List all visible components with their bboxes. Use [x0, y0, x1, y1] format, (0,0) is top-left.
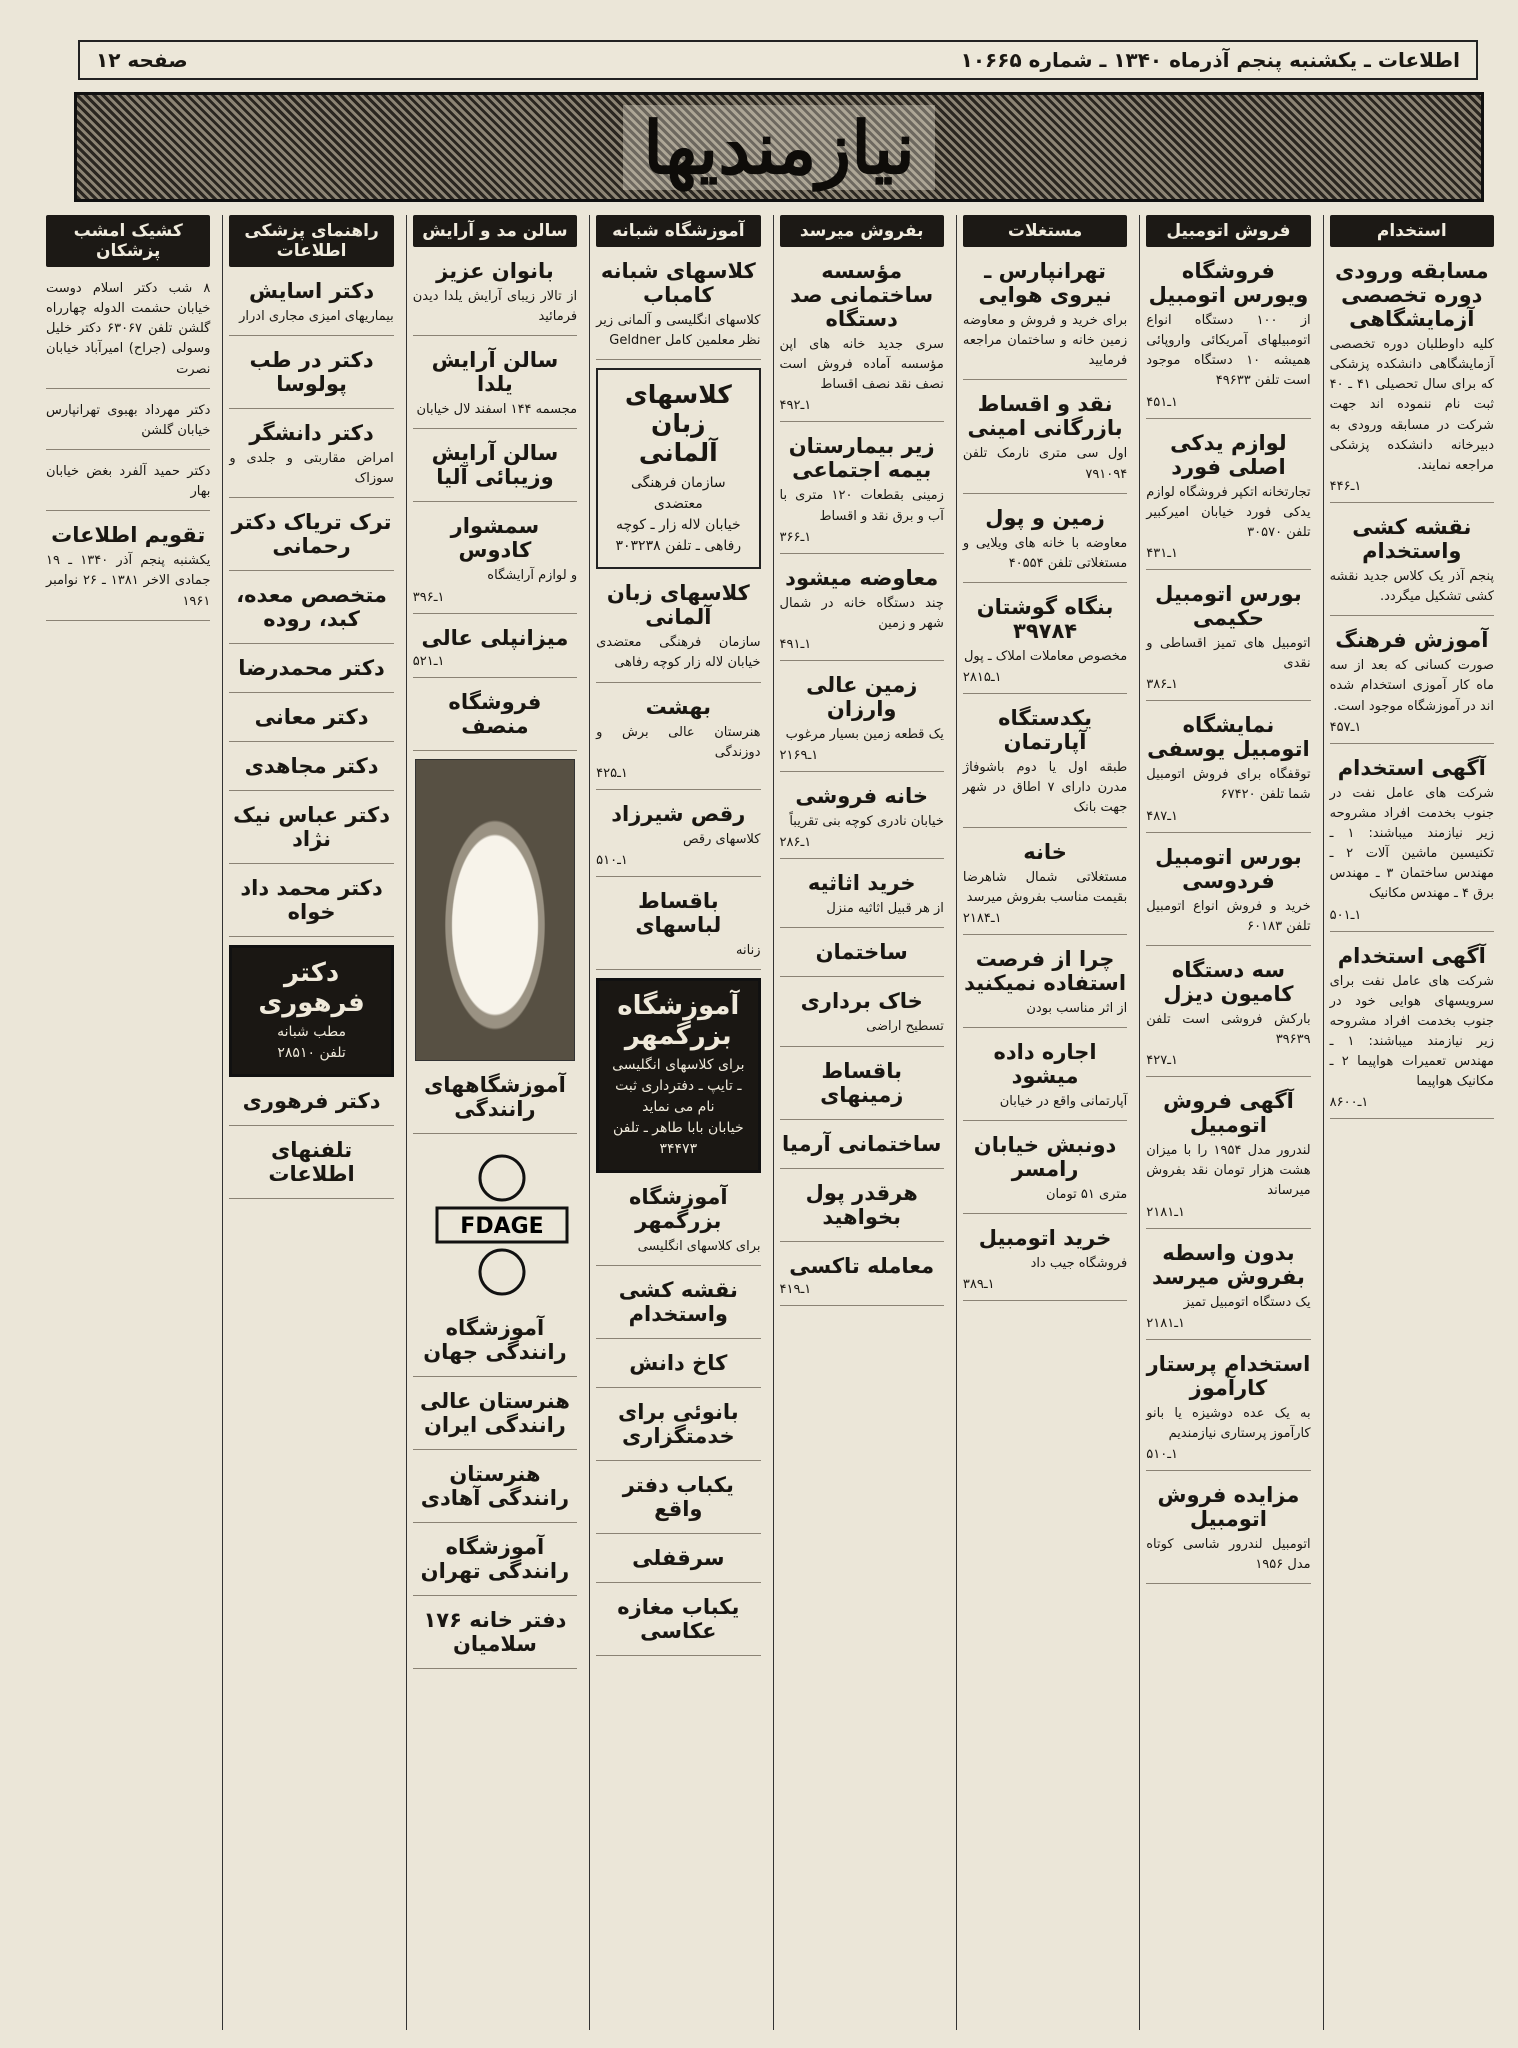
ad-body: و لوازم آرایشگاه: [487, 568, 578, 584]
ad-code: ۱ـ۳۸۶: [1146, 677, 1178, 693]
ad-body: زنانه: [736, 942, 761, 958]
ad-title: خرید اتومبیل: [978, 1226, 1112, 1251]
classified-ad: [229, 579, 393, 644]
ad-title: تهرانپارس ـ نیروی هوایی: [978, 259, 1112, 307]
fdage-logo: [427, 1150, 577, 1300]
classified-ad: [780, 1177, 944, 1242]
column-0: [1323, 215, 1500, 2030]
ad-title: فروشگاه ویورس اتومبیل: [1148, 259, 1309, 307]
ad-title: سالن آرایش یلدا: [431, 348, 559, 397]
classified-ad: [413, 686, 577, 751]
ad-title: مسابقه ورودی دوره تخصصی آزمایشگاهی: [1335, 259, 1489, 331]
ad-body: سری جدید خانه های اپن مؤسسه آماده فروش است نصف نقد نصف اقساط: [779, 337, 944, 393]
german-title: کلاسهای زبان آلمانی: [624, 380, 732, 468]
classified-ad: [229, 417, 393, 498]
ad-title: نقد و اقساط بازرگانی امینی: [967, 392, 1123, 441]
ad-title: سرقفلی: [632, 1546, 725, 1571]
ad-body: مستغلاتی شمال شاهرضا بقیمت مناسب بفروش میرسد: [962, 869, 1128, 905]
ad-title: ساختمان: [815, 940, 908, 965]
ad-body: کلیه داوطلبان دوره تخصصی آزمایشگاهی دانشکده پزشکی که برای سال تحصیلی ۴۱ ـ ۴۰ ثبت نام ننموده اند جهت شرکت در مسابقه ورودی به دبیرخانه دانشکده پزشکی مراجعه نمایند.: [1329, 337, 1494, 473]
classified-ad: [1146, 709, 1310, 832]
ad-body: هنرستان عالی برش و دوزندگی: [596, 724, 761, 760]
classified-ad: [963, 1222, 1127, 1301]
classified-ad: [413, 1531, 577, 1596]
classified-ad: [413, 622, 577, 678]
classified-ad: [780, 562, 944, 661]
ad-body: آپارتمانی واقع در خیابان: [999, 1093, 1128, 1109]
ad-body: امراض مقاربتی و جلدی و سوزاک: [229, 451, 394, 487]
classified-ad: [780, 985, 944, 1046]
ad-title: آگهی استخدام: [1337, 755, 1486, 780]
ad-title: ترک تریاک دکتر رحمانی: [231, 510, 392, 559]
page-label: صفحه ۱۲: [96, 48, 188, 72]
ad-title: مؤسسه ساختمانی صد دستگاه: [790, 259, 934, 331]
classified-ad: [46, 275, 210, 389]
classified-ad: [229, 872, 393, 937]
farhoori-title: دکتر فرهوری: [258, 958, 365, 1019]
classified-ad: [229, 701, 393, 742]
ad-body: صورت کسانی که بعد از سه ماه کار آموزی استخدام شده اند در آموزشگاه موجود است.: [1329, 658, 1494, 714]
ad-title: فروشگاه منصف: [448, 689, 542, 738]
ad-title: سالن آرایش وزیبائی آلیا: [431, 441, 559, 490]
classified-ad: [780, 1055, 944, 1120]
bozorgmehr-address: خیابان بابا طاهر ـ تلفن ۳۴۴۷۳: [613, 1120, 744, 1158]
ad-title: متخصص معده، کبد، روده: [236, 583, 387, 632]
ad-body: برای کلاسهای انگلیسی: [637, 1239, 761, 1255]
classified-ad: [229, 652, 393, 693]
classified-ad: [229, 750, 393, 791]
ad-body: یکشنبه پنجم آذر ۱۳۴۰ ـ ۱۹ جمادی الاخر ۱۳۸۱ ـ ۲۶ نوامبر ۱۹۶۱: [46, 553, 211, 609]
ad-title: اجاره داده میشود: [993, 1039, 1097, 1088]
column-2: [956, 215, 1133, 2030]
ad-title: دکتر فرهوری: [242, 1089, 381, 1114]
column-heading: بفروش میرسد: [780, 215, 944, 247]
column-1: [1139, 215, 1316, 2030]
ad-code: ۱ـ۵۰۱: [1329, 907, 1362, 923]
ad-title: بدون واسطه بفروش میرسد: [1152, 1240, 1305, 1289]
classified-ad: [413, 1604, 577, 1669]
classified-ad: [46, 519, 210, 620]
ad-title: آموزشگاه رانندگی تهران: [420, 1534, 570, 1583]
classifieds-banner: [74, 92, 1484, 202]
column-4: [589, 215, 766, 2030]
farhoori-sub: مطب شبانه: [277, 1024, 346, 1041]
bozorgmehr-title: آموزشگاه بزرگمهر: [617, 991, 740, 1052]
ad-title: کاخ دانش: [629, 1351, 728, 1376]
classified-ad: [1330, 624, 1494, 743]
ad-code: ۱ـ۲۸۱۵: [962, 670, 1002, 686]
ad-title: استخدام پرستار کارآموز: [1146, 1351, 1311, 1400]
classified-ad: [596, 1591, 760, 1656]
ad-title: بانوان عزیز: [436, 259, 554, 283]
ad-title: دکتر محمدرضا: [238, 656, 385, 681]
ad-title: معاوضه میشود: [785, 565, 939, 590]
classified-ad: [413, 1069, 577, 1134]
ad-body: اول سی متری نارمک تلفن ۷۹۱۰۹۴: [962, 446, 1128, 482]
ad-title: دکتر دانشگر: [249, 421, 374, 446]
classified-ad: [963, 702, 1127, 827]
classified-ad: [780, 1128, 944, 1169]
bozorgmehr-ad: [596, 978, 760, 1173]
classified-ad: [780, 936, 944, 977]
ad-body: ۸ شب دکتر اسلام دوست خیابان حشمت الدوله چهارراه گلشن تلفن ۶۳۰۶۷ دکتر خلیل وسولی (جراح) امیرآباد خیابان نصرت: [46, 281, 211, 377]
ad-title: زمین عالی وارزان: [806, 672, 918, 721]
classified-ad: [596, 1347, 760, 1388]
ad-body: خیابان نادری کوچه بنی تقریباً: [789, 814, 944, 830]
classified-ad: [413, 255, 577, 336]
ad-title: سه دستگاه کامیون دیزل: [1163, 957, 1294, 1006]
classified-ad: [229, 1085, 393, 1126]
classified-ad: [1330, 940, 1494, 1120]
ad-body: سازمان فرهنگی معتضدی خیابان لاله زار کوچه رفاهی: [596, 635, 761, 671]
ad-title: نقشه کشی واستخدام: [1352, 514, 1472, 563]
column-heading: استخدام: [1330, 215, 1494, 247]
classified-ad: [413, 1458, 577, 1523]
ad-title: بورس اتومبیل حکیمی: [1155, 581, 1302, 630]
ad-title: بهشت: [645, 694, 711, 719]
ad-body: از هر قبیل اثاثیه منزل: [826, 901, 944, 917]
ad-code: ۱ـ۸۶۰۰: [1329, 1095, 1369, 1111]
ad-body: مخصوص معاملات املاک ـ پول: [963, 648, 1128, 664]
ad-title: دفتر خانه ۱۷۶ سلامیان: [423, 1607, 567, 1656]
ad-body: پنجم آذر یک کلاس جدید نقشه کشی تشکیل میگردد.: [1329, 568, 1494, 605]
ad-title: تقویم اطلاعات: [51, 523, 206, 548]
ad-title: بانوئی برای خدمتگزاری: [617, 1400, 739, 1449]
ad-title: دکتر معانی: [254, 705, 369, 730]
ad-body: از ۱۰۰ دستگاه انواع اتومبیلهای آمریکائی واروپائی همیشه ۱۰ دستگاه موجود است تلفن ۴۹۶۳۳: [1146, 313, 1311, 389]
ad-title: یکدستگاه آپارتمان: [998, 706, 1093, 755]
ad-code: ۱ـ۵۱۰: [1146, 1446, 1178, 1462]
classified-ad: [596, 1396, 760, 1461]
ad-code: ۱ـ۴۴۶: [1329, 478, 1362, 494]
ad-code: ۱ـ۵۱۰: [596, 852, 628, 868]
ad-body: معاوضه با خانه های ویلایی و مستغلاتی تلفن ۴۰۵۵۴: [962, 535, 1128, 571]
classified-ad: [963, 502, 1127, 583]
ad-body: زمینی بقطعات ۱۲۰ متری با آب و برق نقد و اقساط: [779, 488, 944, 524]
ad-body: چند دستگاه خانه در شمال شهر و زمین: [779, 595, 944, 631]
column-3: [773, 215, 950, 2030]
ad-body: لندرور مدل ۱۹۵۴ را با میزان هشت هزار تومان نقد بفروش میرساند: [1146, 1143, 1311, 1199]
ad-body: به یک عده دوشیزه یا بانو کارآموز پرستاری نیازمندیم: [1146, 1405, 1311, 1441]
ad-code: ۱ـ۲۱۸۴: [962, 910, 1002, 926]
ad-title: دکتر در طب پولوسا: [249, 348, 374, 397]
ad-title: هرقدر پول بخواهید: [805, 1180, 918, 1229]
classified-ad: [229, 344, 393, 409]
classified-ad: [963, 1129, 1127, 1214]
ad-title: تلفنهای اطلاعات: [268, 1138, 355, 1187]
ad-body: تجارتخانه اتکپر فروشگاه لوازم یدکی فورد خیابان امیرکبیر تلفن ۳۰۵۷۰: [1146, 484, 1311, 540]
ad-code: ۱ـ۳۹۶: [412, 589, 445, 605]
ad-body: خرید و فروش انواع اتومبیل تلفن ۶۰۱۸۳: [1146, 898, 1311, 934]
ad-code: ۱ـ۴۳۱: [1146, 545, 1178, 561]
classified-ad: [1146, 1348, 1310, 1471]
ad-code: ۱ـ۳۶۶: [779, 529, 812, 545]
banner-title: نیازمندیها: [623, 105, 935, 190]
ad-code: ۱ـ۴۵۱: [1146, 394, 1178, 410]
classified-ad: [1146, 255, 1310, 419]
classified-ad: [1146, 954, 1310, 1077]
classified-ad: [229, 799, 393, 864]
ad-title: یکباب مغازه عکاسی: [617, 1595, 740, 1644]
page-header-bar: [78, 40, 1478, 80]
classified-ad: [413, 1312, 577, 1377]
ad-code: ۱ـ۳۸۹: [962, 1277, 995, 1293]
ad-body: توقفگاه برای فروش اتومبیل شما تلفن ۶۷۴۲۰: [1146, 767, 1311, 803]
column-heading: مستغلات: [963, 215, 1127, 247]
classified-ad: [1146, 1237, 1310, 1340]
ad-title: آموزش فرهنگ: [1335, 628, 1489, 653]
classified-ad: [780, 780, 944, 859]
ad-code: ۱ـ۴۵۷: [1329, 719, 1362, 735]
ad-title: دکتر اسایش: [248, 279, 375, 303]
ad-body: اتومبیل های تمیز اقساطی و نقدی: [1146, 635, 1311, 672]
ad-title: بورس اتومبیل فردوسی: [1155, 844, 1302, 893]
ad-title: آگهی استخدام: [1337, 943, 1486, 968]
ad-title: زیر بیمارستان بیمه اجتماعی: [788, 434, 935, 483]
ad-title: نمایشگاه اتومبیل یوسفی: [1147, 713, 1310, 762]
ad-title: رقص شیرزاد: [611, 801, 746, 826]
column-heading: کشیک امشب پزشکان: [46, 215, 210, 267]
ad-title: میزانپلی عالی: [421, 625, 569, 650]
ad-title: آموزشگاههای رانندگی: [424, 1072, 566, 1121]
german-classes-ad: [596, 368, 760, 569]
column-5: [406, 215, 583, 2030]
classified-ad: [46, 458, 210, 511]
ad-title: کلاسهای زبان آلمانی: [606, 581, 750, 630]
ad-body: اتومبیل لندرور شاسی کوتاه مدل ۱۹۵۶: [1146, 1536, 1311, 1573]
ad-body: بیماریهای امیزی مجاری ادرار: [239, 309, 394, 324]
ad-body: شرکت های عامل نفت در جنوب بخدمت افراد مشروحه زیر نیازمند میباشند: ۱ ـ تکنیسین ماشین آلات ۲ ـ مهندس ساختمان ۳ ـ مهندس برق ۴ ـ مهندس مکانیک: [1329, 785, 1494, 902]
ad-code: ۱ـ۴۲۵: [596, 765, 628, 781]
ad-title: هنرستان عالی رانندگی ایران: [419, 1388, 570, 1437]
ad-code: ۱ـ۲۱۸۱: [1146, 1204, 1185, 1220]
classified-ad: [963, 1036, 1127, 1121]
ad-code: ۱ـ۴۲۷: [1146, 1053, 1178, 1069]
classified-ad: [780, 255, 944, 422]
classified-ad: [963, 388, 1127, 493]
ad-code: ۱ـ۲۸۶: [779, 835, 812, 851]
ad-code: ۱ـ۲۱۶۹: [779, 748, 819, 764]
classified-ad: [596, 885, 760, 970]
classified-ad: [1330, 255, 1494, 503]
classified-ad: [780, 669, 944, 772]
ad-title: یکباب دفتر واقع: [622, 1473, 734, 1522]
ad-title: آموزشگاه رانندگی جهان: [423, 1315, 567, 1364]
column-6: [222, 215, 399, 2030]
classified-ad: [596, 1469, 760, 1534]
ad-body: مجسمه ۱۴۴ اسفند لال خیابان: [416, 402, 578, 418]
ad-title: خانه: [1023, 839, 1067, 864]
classified-ad: [596, 255, 760, 360]
classified-ad: [780, 430, 944, 553]
logo-text: FDAGE: [460, 1213, 544, 1239]
columns: [40, 215, 1500, 2030]
column-heading: آموزشگاه شبانه: [596, 215, 760, 247]
column-heading: فروش اتومبیل: [1146, 215, 1310, 247]
classified-ad: [596, 691, 760, 790]
classified-ad: [229, 1134, 393, 1199]
ad-title: سمشوار کادوس: [450, 514, 540, 563]
ad-title: هنرستان رانندگی آهادی: [420, 1461, 570, 1510]
bride-photo: [415, 759, 575, 1061]
classified-ad: [596, 1274, 760, 1339]
ad-title: کلاسهای شبانه کامباب: [600, 259, 756, 307]
ad-body: تسطیح اراضی: [866, 1019, 944, 1035]
ad-title: ساختمانی آرمیا: [781, 1131, 942, 1156]
classified-ad: [596, 1542, 760, 1583]
ad-body: شرکت های عامل نفت برای سرویسهای هوایی خود در جنوب بخدمت افراد مشروحه زیر نیازمند میباشند: ۱ ـ مهندس تعمیرات هواپیما ۲ ـ مکانیک هواپیما: [1329, 973, 1494, 1090]
classified-ad: [1330, 752, 1494, 932]
ad-title: خاک برداری: [800, 989, 923, 1014]
ad-body: طبقه اول یا دوم باشوفاژ مدرن دارای ۷ اطاق در شهر جهت بانک: [962, 760, 1128, 816]
ad-body: برای خرید و فروش و معاوضه زمین خانه و ساختمان مراجعه فرمایید: [962, 313, 1128, 369]
classified-ad: [1146, 1085, 1310, 1228]
ad-title: باقساط زمینهای: [820, 1058, 904, 1107]
ad-code: ۱ـ۴۸۷: [1146, 808, 1178, 824]
german-sub: سازمان فرهنگی معتضدی: [630, 475, 726, 513]
ad-title: آموزشگاه بزرگمهر: [629, 1185, 728, 1234]
classified-ad: [780, 1250, 944, 1306]
ad-body: متری ۵۱ تومان: [1045, 1187, 1128, 1203]
ad-title: نقشه کشی واستخدام: [618, 1278, 738, 1327]
classified-ad: [46, 397, 210, 450]
ad-title: دکتر مجاهدی: [244, 754, 379, 779]
classified-ad: [1146, 427, 1310, 570]
ad-body: کلاسهای انگلیسی و آلمانی زیر نظر معلمین کامل Geldner: [596, 313, 761, 349]
classified-ad: [413, 1385, 577, 1450]
classified-ad: [413, 437, 577, 502]
ad-code: ۱ـ۲۱۸۱: [1146, 1315, 1185, 1331]
classified-ad: [596, 1181, 760, 1266]
ad-code: ۱ـ۴۹۱: [779, 636, 812, 652]
classified-ad: [963, 943, 1127, 1028]
classified-ad: [1146, 578, 1310, 701]
issue-line: اطلاعات ـ یکشنبه پنجم آذرماه ۱۳۴۰ ـ شماره ۱۰۶۶۵: [960, 48, 1460, 72]
ad-title: خانه فروشی: [795, 784, 929, 809]
ad-body: دکتر حمید آلفرد بغض خیابان بهار: [46, 463, 211, 500]
farhoori-phone: تلفن ۲۸۵۱۰: [277, 1045, 346, 1062]
ad-title: مزایده فروش اتومبیل: [1157, 1482, 1300, 1531]
classified-ad: [780, 867, 944, 928]
ad-title: زمین و پول: [985, 505, 1105, 530]
classified-ad: [229, 506, 393, 571]
ad-title: دونبش خیابان رامسر: [973, 1133, 1117, 1182]
german-address: خیابان لاله زار ـ کوچه رفاهی ـ تلفن ۳۰۳۲۳۸: [615, 517, 742, 555]
ad-body: بارکش فروشی است تلفن ۳۹۶۳۹: [1146, 1011, 1311, 1047]
ad-code: ۱ـ۴۹۲: [779, 398, 812, 414]
classified-ad: [413, 510, 577, 613]
column-7: [40, 215, 216, 2030]
ad-title: معامله تاکسی: [789, 1253, 935, 1278]
classified-ad: [1146, 841, 1310, 946]
ad-body: از تالار زیبای آرایش یلدا دیدن فرمائید: [412, 289, 578, 325]
ad-title: باقساط لباسهای: [635, 888, 722, 937]
classified-ad: [229, 275, 393, 336]
ad-body: یک دستگاه اتومبیل تمیز: [1183, 1294, 1311, 1310]
ad-body: دکتر مهرداد بهبوی تهرانپارس خیابان گلشن: [46, 402, 211, 438]
ad-title: آگهی فروش اتومبیل: [1163, 1089, 1294, 1138]
classified-ad: [963, 836, 1127, 935]
classified-ad: [1330, 511, 1494, 616]
ad-title: لوازم یدکی اصلی فورد: [1170, 430, 1287, 479]
ad-title: خرید اثاثیه: [807, 871, 916, 896]
ad-body: از اثر مناسب بودن: [1026, 1000, 1128, 1016]
ad-title: دکتر محمد داد خواه: [240, 876, 383, 925]
ad-body: فروشگاه جیب داد: [1030, 1256, 1128, 1272]
classified-ad: [963, 591, 1127, 694]
classified-ad: [963, 255, 1127, 380]
ad-body: یک قطعه زمین بسیار مرغوب: [785, 726, 944, 742]
ad-title: بنگاه گوشتان ۳۹۷۸۴: [976, 594, 1114, 643]
ad-code: ۱ـ۴۱۹: [779, 1281, 812, 1297]
ad-body: کلاسهای رقص: [682, 831, 761, 847]
bozorgmehr-sub: برای کلاسهای انگلیسی ـ تایپ ـ دفترداری ثبت نام می نماید: [612, 1057, 745, 1116]
column-heading: سالن مد و آرایش: [413, 215, 577, 247]
classified-ad: [1146, 1479, 1310, 1584]
classified-ad: [596, 577, 760, 682]
ad-title: چرا از فرصت استفاده نمیکنید: [964, 946, 1127, 995]
farhoori-ad: [229, 945, 393, 1077]
column-heading: راهنمای پزشکی اطلاعات: [229, 215, 393, 267]
ad-title: دکتر عباس نیک نژاد: [233, 803, 391, 852]
ad-code: ۱ـ۵۲۱: [412, 653, 445, 669]
classified-ad: [596, 798, 760, 877]
classified-ad: [413, 344, 577, 429]
